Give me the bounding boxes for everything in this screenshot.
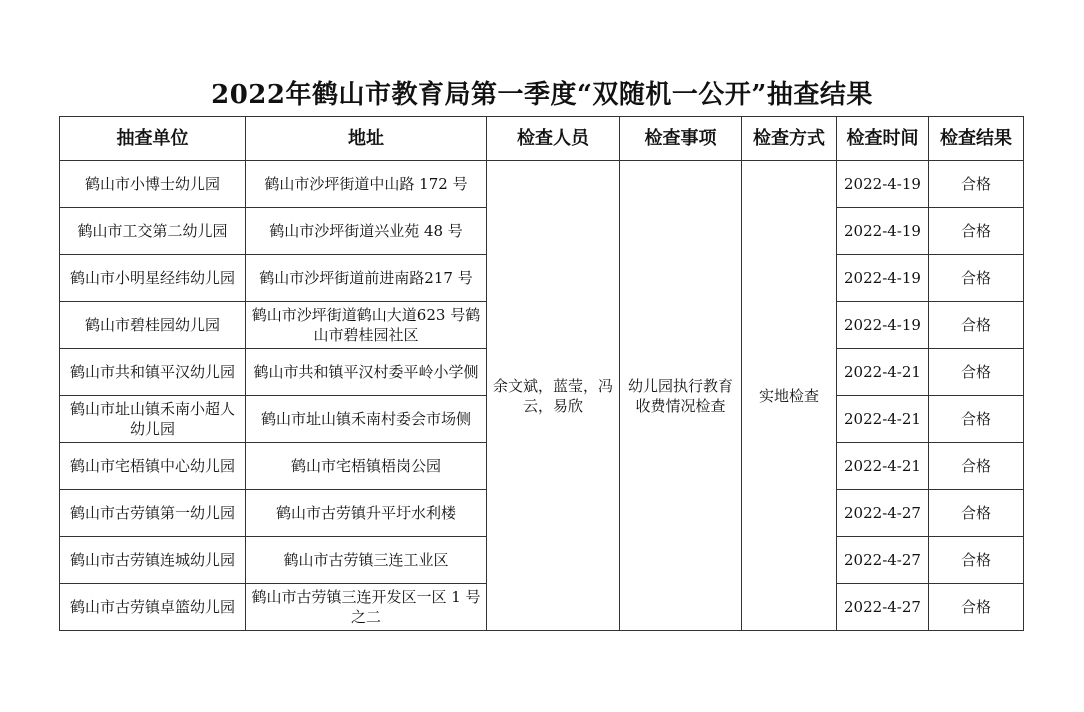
result-cell: 合格 [929, 490, 1024, 537]
date-cell: 2022-4-19 [837, 161, 929, 208]
result-cell: 合格 [929, 396, 1024, 443]
unit-cell: 鹤山市共和镇平汉幼儿园 [60, 349, 246, 396]
date-cell: 2022-4-19 [837, 208, 929, 255]
header-item: 检查事项 [620, 117, 742, 161]
header-date: 检查时间 [837, 117, 929, 161]
address-cell: 鹤山市宅梧镇梧岗公园 [246, 443, 487, 490]
date-cell: 2022-4-27 [837, 490, 929, 537]
header-inspectors: 检查人员 [487, 117, 620, 161]
date-cell: 2022-4-27 [837, 584, 929, 631]
header-address: 地址 [246, 117, 487, 161]
header-unit: 抽查单位 [60, 117, 246, 161]
inspection-item-cell: 幼儿园执行教育收费情况检查 [620, 161, 742, 631]
unit-cell: 鹤山市古劳镇第一幼儿园 [60, 490, 246, 537]
unit-cell: 鹤山市小博士幼儿园 [60, 161, 246, 208]
address-cell: 鹤山市共和镇平汉村委平岭小学侧 [246, 349, 487, 396]
address-cell: 鹤山市古劳镇升平圩水利楼 [246, 490, 487, 537]
result-cell: 合格 [929, 443, 1024, 490]
header-result: 检查结果 [929, 117, 1024, 161]
inspectors-cell: 余文斌，蓝莹，冯云，易欣 [487, 161, 620, 631]
date-cell: 2022-4-21 [837, 443, 929, 490]
address-cell: 鹤山市沙坪街道前进南路217 号 [246, 255, 487, 302]
date-cell: 2022-4-27 [837, 537, 929, 584]
address-cell: 鹤山市古劳镇三连开发区一区 1 号之二 [246, 584, 487, 631]
result-cell: 合格 [929, 255, 1024, 302]
address-cell: 鹤山市沙坪街道中山路 172 号 [246, 161, 487, 208]
address-cell: 鹤山市址山镇禾南村委会市场侧 [246, 396, 487, 443]
unit-cell: 鹤山市碧桂园幼儿园 [60, 302, 246, 349]
date-cell: 2022-4-19 [837, 255, 929, 302]
date-cell: 2022-4-19 [837, 302, 929, 349]
address-cell: 鹤山市沙坪街道鹤山大道623 号鹤山市碧桂园社区 [246, 302, 487, 349]
inspection-results-table [59, 116, 1024, 631]
unit-cell: 鹤山市古劳镇卓篮幼儿园 [60, 584, 246, 631]
unit-cell: 鹤山市宅梧镇中心幼儿园 [60, 443, 246, 490]
unit-cell: 鹤山市工交第二幼儿园 [60, 208, 246, 255]
result-cell: 合格 [929, 584, 1024, 631]
table-row [60, 161, 1024, 208]
date-cell: 2022-4-21 [837, 349, 929, 396]
header-method: 检查方式 [742, 117, 837, 161]
result-cell: 合格 [929, 161, 1024, 208]
date-cell: 2022-4-21 [837, 396, 929, 443]
inspection-method-cell: 实地检查 [742, 161, 837, 631]
result-cell: 合格 [929, 349, 1024, 396]
unit-cell: 鹤山市址山镇禾南小超人幼儿园 [60, 396, 246, 443]
result-cell: 合格 [929, 208, 1024, 255]
result-cell: 合格 [929, 537, 1024, 584]
address-cell: 鹤山市沙坪街道兴业苑 48 号 [246, 208, 487, 255]
result-cell: 合格 [929, 302, 1024, 349]
address-cell: 鹤山市古劳镇三连工业区 [246, 537, 487, 584]
unit-cell: 鹤山市小明星经纬幼儿园 [60, 255, 246, 302]
page-title: 2022年鹤山市教育局第一季度“双随机一公开”抽查结果 [211, 80, 873, 110]
unit-cell: 鹤山市古劳镇连城幼儿园 [60, 537, 246, 584]
header-row [60, 117, 1024, 161]
